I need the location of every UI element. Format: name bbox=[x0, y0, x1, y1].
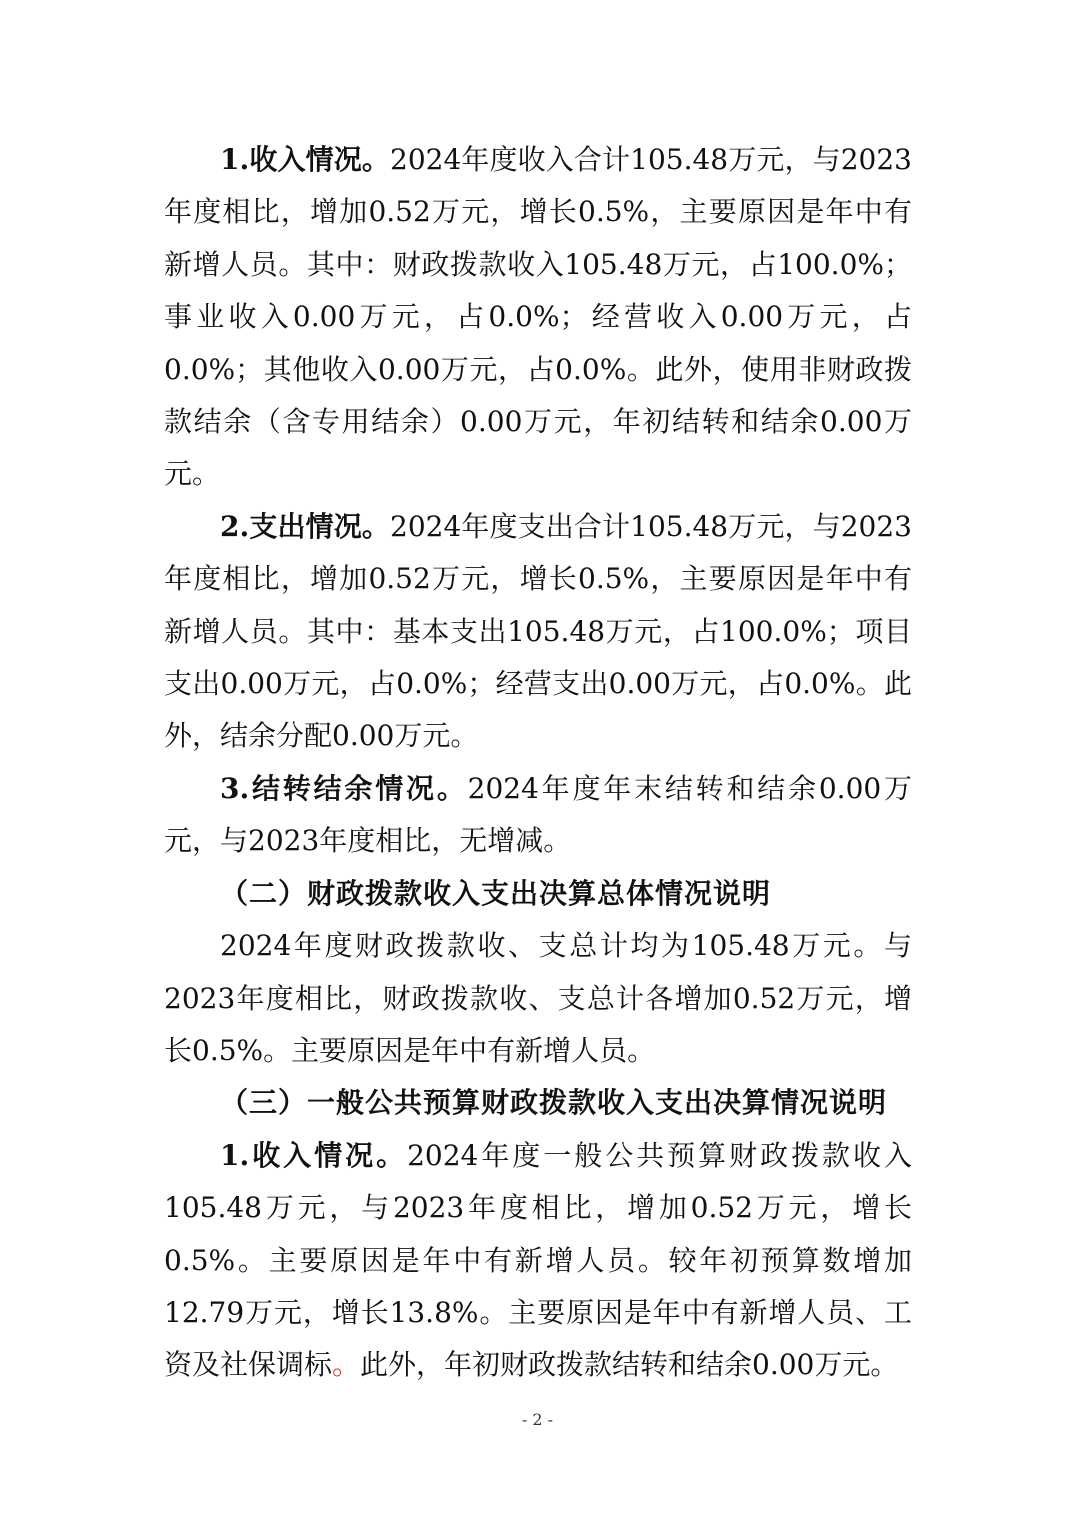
paragraph-carryover bbox=[164, 763, 912, 868]
paragraph-text: 2024年度支出合计105.48万元，与2023年度相比，增加0.52万元，增长0.5%，主要原因是年中有新增人员。其中：基本支出105.48万元，占100.0%；项目支出0.00万元，占0.0%；经营支出0.00万元，占0.0%。此外，结余分配0.00万元。 bbox=[164, 509, 912, 753]
document-body bbox=[164, 134, 912, 1392]
paragraph-text: 2024年度财政拨款收、支总计均为105.48万元。与2023年度相比，财政拨款收、支总计各增加0.52万元，增长0.5%。主要原因是年中有新增人员。 bbox=[164, 929, 912, 1067]
section-heading-3: （三）一般公共预算财政拨款收入支出决算情况说明 bbox=[220, 1086, 888, 1120]
paragraph-lead: 1.收入情况。 bbox=[220, 143, 390, 176]
paragraph-public-budget-income bbox=[164, 1130, 912, 1392]
paragraph-text: 2024年度收入合计105.48万元，与2023年度相比，增加0.52万元，增长0.5%，主要原因是年中有新增人员。其中：财政拨款收入105.48万元，占100.0%；事业收入0.00万元，占0.0%；经营收入0.00万元，占0.0%；其他收入0.00万元，占0.0%。此外，使用非财政拨款结余（含专用结余）0.00万元，年初结转和结余0.00万元。 bbox=[164, 143, 912, 491]
paragraph-expense-overview bbox=[164, 501, 912, 763]
page-number: - 2 - bbox=[521, 1410, 554, 1429]
paragraph-text-tail: 此外，年初财政拨款结转和结余0.00万元。 bbox=[360, 1348, 899, 1382]
paragraph-lead: 1.收入情况。 bbox=[220, 1138, 408, 1172]
paragraph-text: 2024年度一般公共预算财政拨款收入105.48万元，与2023年度相比，增加0.52万元，增长0.5%。主要原因是年中有新增人员。较年初预算数增加12.79万元，增长13.8%。主要原因是年中有新增人员、工资及社保调标 bbox=[164, 1138, 913, 1382]
paragraph-text: 2024年度年末结转和结余0.00万元，与2023年度相比，无增减。 bbox=[164, 771, 913, 858]
section-heading-2: （二）财政拨款收入支出决算总体情况说明 bbox=[220, 876, 772, 910]
red-punctuation-mark: 。 bbox=[332, 1348, 361, 1382]
paragraph-lead: 3.结转结余情况。 bbox=[220, 771, 468, 805]
paragraph-income-overview bbox=[164, 134, 912, 501]
paragraph-fiscal-total bbox=[164, 920, 912, 1077]
paragraph-lead: 2.支出情况。 bbox=[220, 509, 390, 543]
